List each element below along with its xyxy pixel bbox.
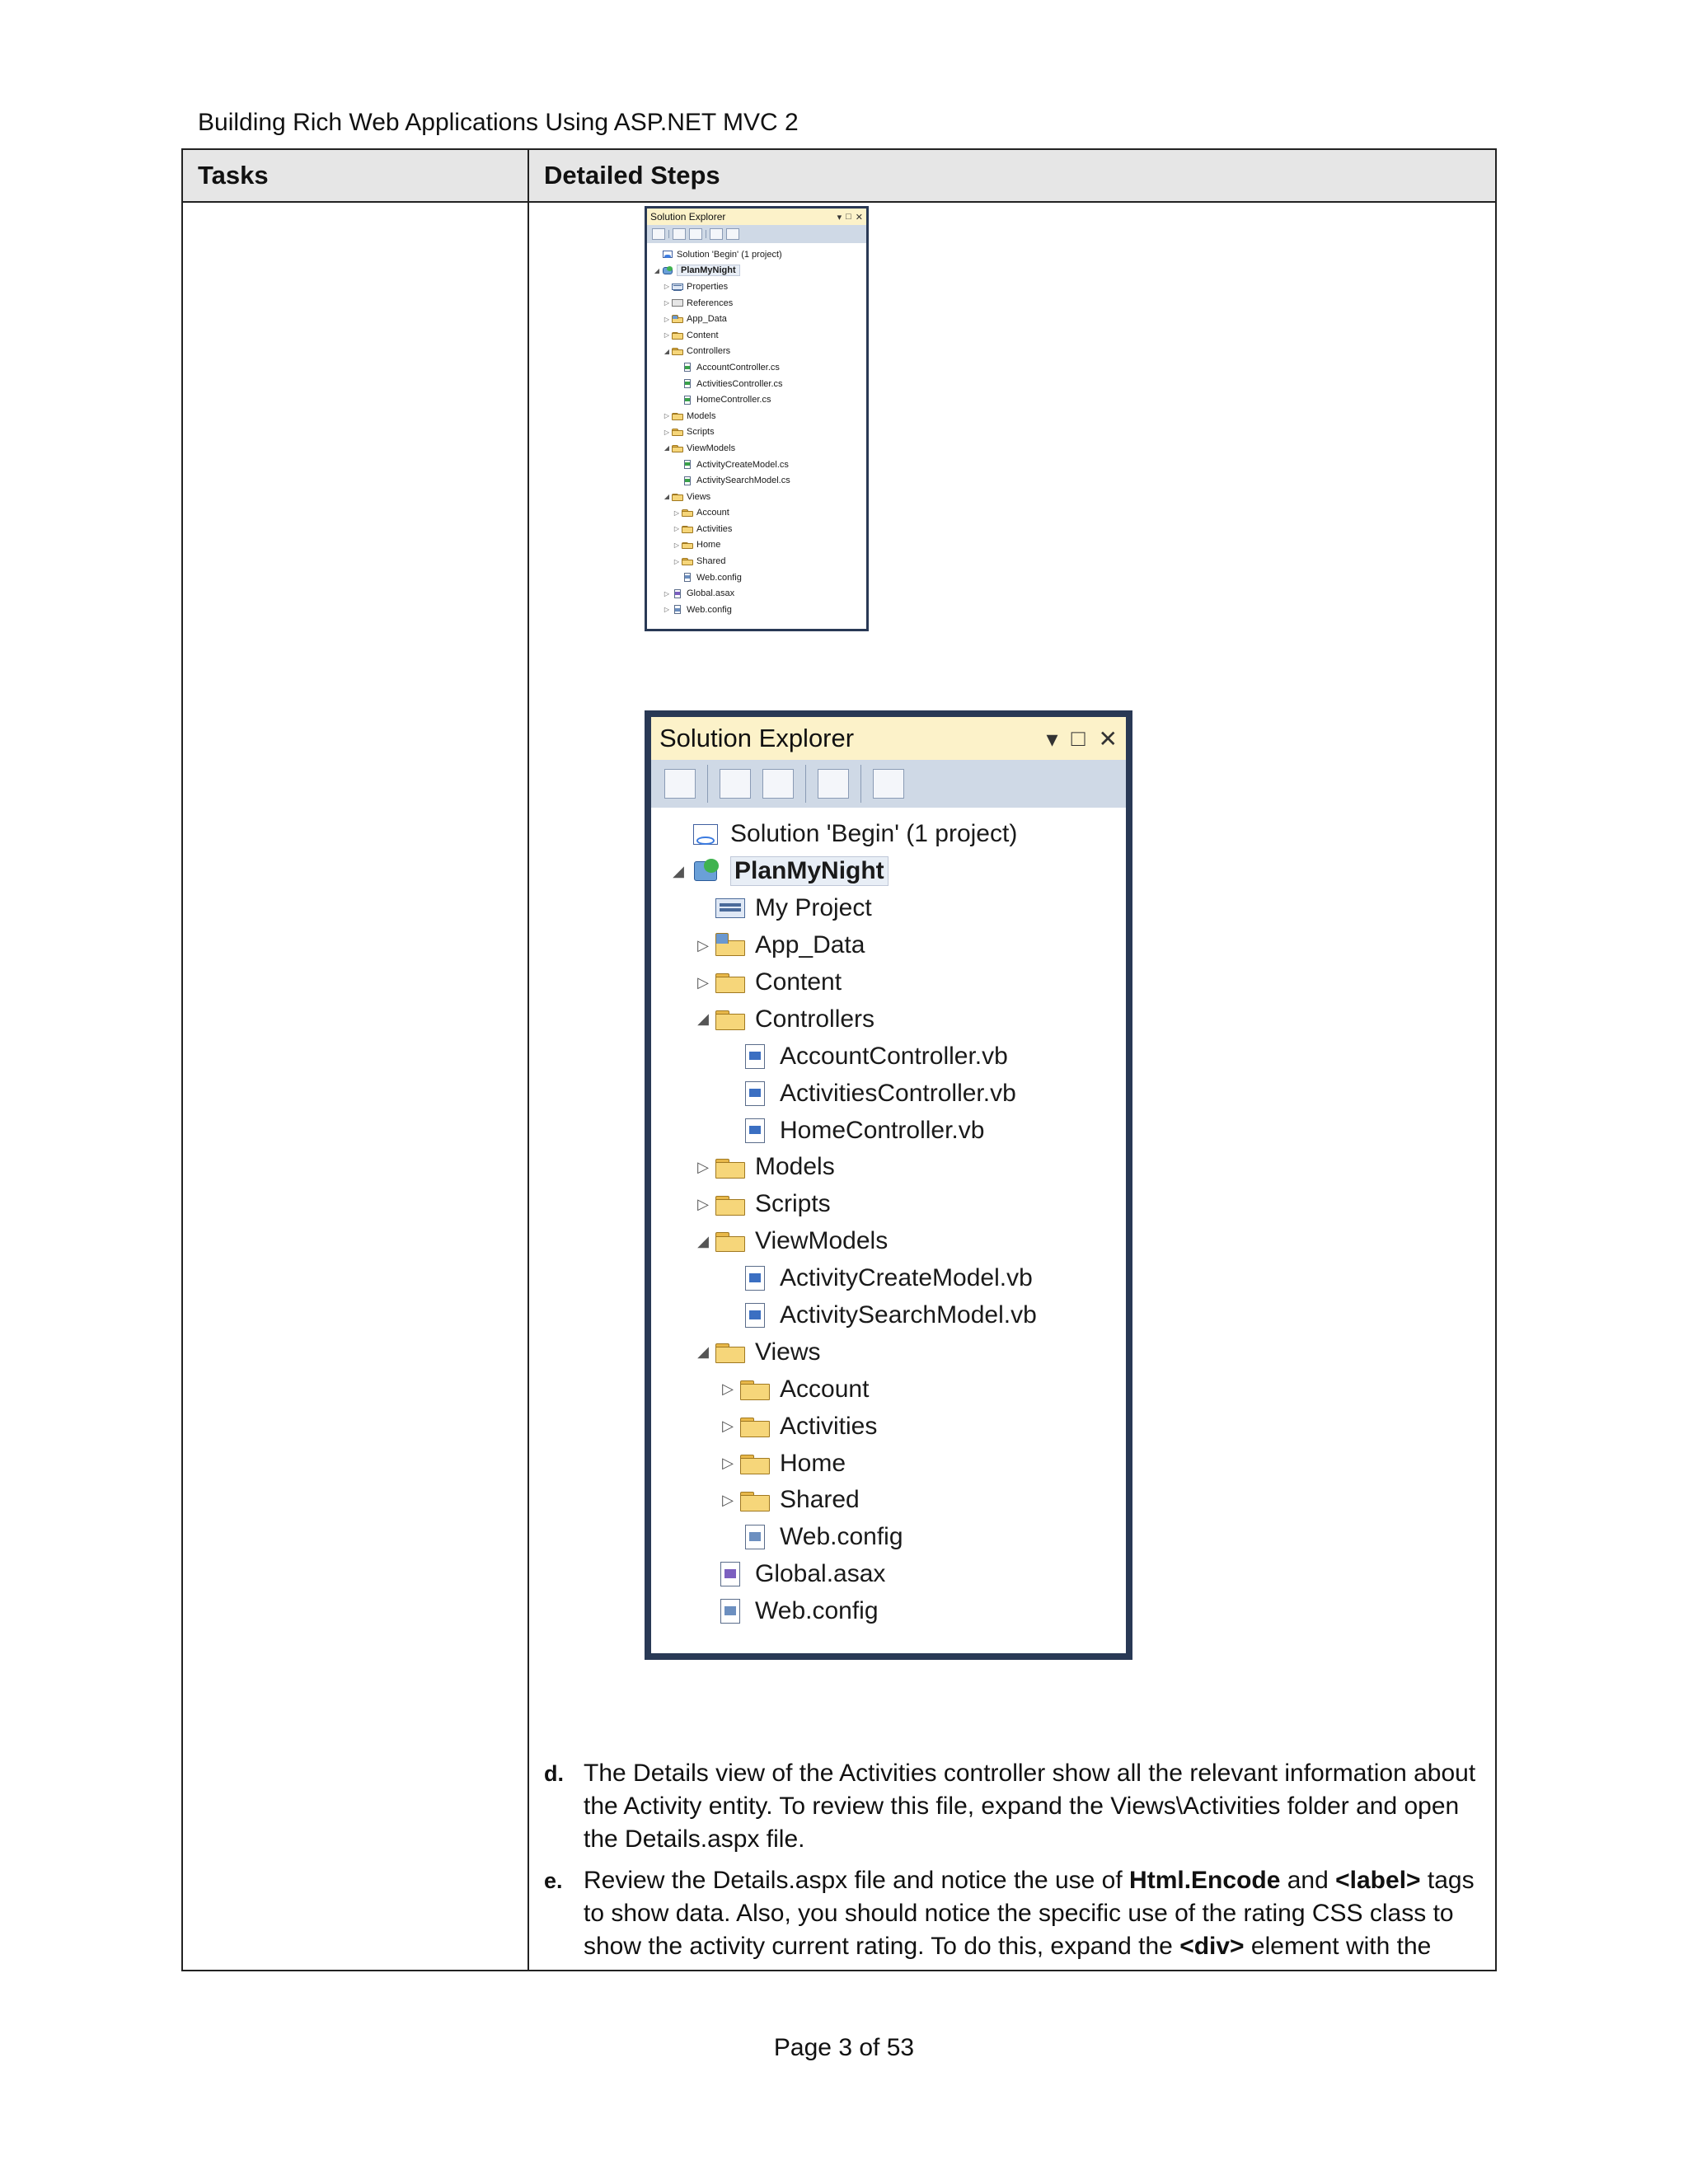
tree-node-label: Solution 'Begin' (1 project)	[677, 249, 782, 260]
tree-node-label: Controllers	[755, 1005, 875, 1033]
expand-arrow-icon[interactable]: ▷	[663, 315, 670, 323]
tree-node-label: ViewModels	[687, 443, 736, 453]
folder-icon	[740, 1451, 770, 1476]
project-icon	[691, 859, 720, 883]
expand-arrow-icon[interactable]: ▷	[673, 557, 680, 565]
tree-node[interactable]	[647, 391, 866, 408]
expand-arrow-icon[interactable]: ▷	[697, 973, 709, 991]
tree-node-label: Account	[696, 508, 729, 518]
cs-file-icon	[682, 476, 693, 485]
tasks-cell	[182, 202, 528, 1971]
folder-icon	[740, 1414, 770, 1439]
extension-icon	[873, 769, 904, 799]
folder-icon	[672, 428, 683, 437]
step-text-run: Review the Details.aspx file and notice the use of	[584, 1867, 1130, 1894]
step-emphasis: <div>	[1179, 1933, 1245, 1960]
project-icon	[662, 266, 673, 275]
tree-node-label: App_Data	[687, 314, 727, 325]
expand-arrow-icon[interactable]: ▷	[663, 299, 670, 307]
tree-node[interactable]	[647, 537, 866, 554]
tree-node-label: Content	[687, 330, 719, 340]
vb-file-icon	[740, 1266, 770, 1291]
page-number: Page 3 of 53	[773, 2034, 915, 2061]
collapse-arrow-icon[interactable]: ◢	[663, 444, 670, 452]
column-header-detailed-steps: Detailed Steps	[528, 149, 1496, 202]
view-class-diagram-icon	[710, 228, 723, 240]
tree-node[interactable]	[647, 505, 866, 522]
tree-node-label: Web.config	[755, 1597, 879, 1625]
tree-node[interactable]	[647, 327, 866, 344]
collapse-arrow-icon[interactable]: ◢	[697, 1343, 709, 1361]
tree-node[interactable]	[651, 1408, 1126, 1445]
tree-node[interactable]	[651, 964, 1126, 1001]
tree-node-label: References	[687, 298, 734, 308]
expand-arrow-icon[interactable]: ▷	[663, 606, 670, 614]
tree-node-label: Activities	[780, 1412, 878, 1440]
config-file-icon	[740, 1525, 770, 1549]
tree-node-label: Activities	[696, 523, 733, 534]
solution-explorer-toolbar	[647, 225, 866, 243]
folder-icon	[715, 1007, 745, 1032]
tree-node[interactable]	[647, 585, 866, 602]
expand-arrow-icon[interactable]: ▷	[663, 283, 670, 291]
solution-explorer-screenshot-cs	[645, 206, 869, 631]
folder-icon	[672, 443, 683, 452]
solution-explorer-title: Solution Explorer	[659, 724, 855, 752]
solution-tree	[647, 243, 866, 618]
tree-node[interactable]	[651, 1371, 1126, 1408]
tree-node[interactable]	[647, 553, 866, 569]
show-all-files-icon	[720, 769, 751, 799]
tree-node-label: AccountController.vb	[780, 1042, 1008, 1070]
tree-node[interactable]	[651, 1519, 1126, 1556]
tree-node-label: ActivitiesController.vb	[780, 1079, 1016, 1107]
tree-node[interactable]	[647, 489, 866, 505]
project-properties-icon	[715, 896, 745, 921]
tree-node[interactable]	[651, 1149, 1126, 1186]
step-emphasis: <label>	[1335, 1867, 1421, 1894]
tree-node[interactable]	[651, 1445, 1126, 1482]
tree-node[interactable]	[647, 440, 866, 457]
cs-file-icon	[682, 460, 693, 469]
tree-node-label: Controllers	[687, 346, 731, 357]
tree-node[interactable]	[651, 1593, 1126, 1630]
document-header: Building Rich Web Applications Using ASP.NET MVC 2	[198, 109, 799, 136]
folder-icon	[740, 1377, 770, 1402]
view-class-diagram-icon	[818, 769, 849, 799]
tree-node-label: ActivitiesController.cs	[696, 378, 783, 389]
tree-node[interactable]	[647, 246, 866, 263]
tree-node-label: Scripts	[687, 427, 715, 438]
close-icon: ✕	[1098, 725, 1118, 752]
expand-arrow-icon[interactable]: ▷	[673, 509, 680, 517]
tree-node-label: AccountController.cs	[696, 362, 780, 373]
tree-node-label: Home	[696, 540, 721, 551]
maximize-icon: □	[846, 212, 851, 222]
refresh-icon	[762, 769, 794, 799]
folder-icon	[682, 541, 693, 550]
vb-file-icon	[740, 1118, 770, 1143]
solution-explorer-toolbar	[651, 760, 1126, 808]
step-text	[584, 1757, 1500, 1856]
tree-node-label: Global.asax	[755, 1560, 886, 1588]
app-data-folder-icon	[672, 315, 683, 324]
expand-arrow-icon[interactable]: ▷	[673, 525, 680, 533]
tree-node[interactable]	[651, 1556, 1126, 1593]
folder-icon	[682, 509, 693, 518]
tree-node-label: Shared	[780, 1486, 860, 1514]
tree-node-label: HomeController.cs	[696, 395, 771, 405]
tree-node[interactable]	[651, 1260, 1126, 1297]
solution-icon	[662, 250, 673, 259]
solution-explorer-titlebar	[647, 209, 866, 225]
tree-node-label: Models	[755, 1153, 835, 1181]
folder-icon	[740, 1488, 770, 1512]
expand-arrow-icon[interactable]: ▷	[663, 589, 670, 598]
folder-icon	[672, 347, 683, 356]
asax-file-icon	[672, 589, 683, 598]
show-all-files-icon	[673, 228, 686, 240]
config-file-icon	[715, 1599, 745, 1624]
expand-arrow-icon[interactable]: ▷	[697, 1195, 709, 1212]
tree-node[interactable]	[651, 1075, 1126, 1112]
collapse-arrow-icon[interactable]: ◢	[663, 493, 670, 501]
tree-node-label: Account	[780, 1375, 870, 1403]
tree-node[interactable]	[651, 1482, 1126, 1519]
tree-node-label: Models	[687, 410, 716, 421]
expand-arrow-icon[interactable]: ▷	[697, 1158, 709, 1175]
step-item	[544, 1757, 1500, 1856]
refresh-icon	[689, 228, 702, 240]
project-properties-icon	[672, 282, 683, 291]
dropdown-icon: ▾	[1046, 725, 1058, 752]
extension-icon	[726, 228, 739, 240]
close-icon: ✕	[855, 212, 863, 223]
expand-arrow-icon[interactable]: ▷	[722, 1418, 734, 1435]
tree-node[interactable]	[647, 279, 866, 295]
cs-file-icon	[682, 379, 693, 388]
tree-node-label: ActivityCreateModel.vb	[780, 1264, 1033, 1292]
folder-icon	[715, 1155, 745, 1179]
tree-node-label: Shared	[696, 556, 726, 567]
tree-node-label: Scripts	[755, 1190, 831, 1218]
step-emphasis: Html.Encode	[1129, 1867, 1281, 1894]
steps-table	[181, 148, 1497, 1971]
tree-node-label: HomeController.vb	[780, 1116, 985, 1144]
step-text-run: tags to show data. Also, you should notice the specific use of the rating CSS class to show the activity current rating. To do this, expand the	[584, 1867, 1475, 1960]
tree-node-label: My Project	[755, 894, 872, 922]
expand-arrow-icon[interactable]: ▷	[722, 1380, 734, 1398]
tree-node[interactable]	[647, 521, 866, 537]
tree-node-label: ActivityCreateModel.cs	[696, 459, 789, 470]
step-text-run: The Details view of the Activities controller show all the relevant information about the Activity entity. To review this file, expand the Views\Activities folder and open the Details.aspx file.	[584, 1760, 1476, 1853]
tree-node-label: Views	[755, 1338, 821, 1366]
tree-node-label: ActivitySearchModel.vb	[780, 1301, 1037, 1329]
app-data-folder-icon	[715, 933, 745, 958]
tree-node[interactable]	[651, 1297, 1126, 1334]
tree-node[interactable]	[647, 376, 866, 392]
tree-node-label: Views	[687, 491, 711, 502]
tree-node[interactable]	[651, 1038, 1126, 1075]
collapse-arrow-icon[interactable]: ◢	[697, 1232, 709, 1249]
detailed-steps-cell	[528, 202, 1496, 1971]
tree-node[interactable]	[647, 359, 866, 376]
tree-node[interactable]	[647, 408, 866, 424]
references-icon	[672, 298, 683, 307]
tree-node-label: Home	[780, 1449, 846, 1477]
tree-node[interactable]	[651, 890, 1126, 927]
tree-node[interactable]	[647, 602, 866, 618]
solution-explorer-titlebar	[651, 717, 1126, 760]
tree-node[interactable]	[647, 295, 866, 312]
tree-node-label: Web.config	[780, 1523, 903, 1551]
tree-node-label: PlanMyNight	[730, 856, 889, 886]
collapse-arrow-icon[interactable]: ◢	[654, 266, 660, 274]
solution-tree	[651, 808, 1126, 1630]
column-header-tasks: Tasks	[182, 149, 528, 202]
expand-arrow-icon[interactable]: ▷	[663, 428, 670, 436]
collapse-arrow-icon[interactable]: ◢	[697, 1010, 709, 1028]
vb-file-icon	[740, 1303, 770, 1328]
tree-node-label: Properties	[687, 281, 729, 292]
expand-arrow-icon[interactable]: ▷	[663, 331, 670, 340]
tree-node-label: PlanMyNight	[677, 265, 740, 276]
folder-icon	[682, 557, 693, 566]
tree-node[interactable]	[651, 816, 1126, 853]
dropdown-icon: ▾	[837, 212, 842, 223]
asax-file-icon	[715, 1562, 745, 1586]
tree-node[interactable]	[647, 472, 866, 489]
expand-arrow-icon[interactable]: ▷	[697, 936, 709, 954]
tree-node-label: ActivitySearchModel.cs	[696, 476, 790, 486]
cs-file-icon	[682, 396, 693, 405]
properties-icon	[664, 769, 696, 799]
step-text-run: and	[1280, 1867, 1336, 1894]
tree-node-label: Solution 'Begin' (1 project)	[730, 820, 1018, 848]
folder-icon	[715, 1192, 745, 1216]
folder-icon	[682, 524, 693, 533]
tree-node[interactable]	[651, 927, 1126, 964]
folder-icon	[672, 492, 683, 501]
tree-node[interactable]	[651, 1112, 1126, 1149]
tree-node[interactable]	[647, 344, 866, 360]
step-letter: e.	[544, 1868, 563, 1893]
cs-file-icon	[682, 363, 693, 372]
tree-node[interactable]	[647, 457, 866, 473]
tree-node[interactable]	[647, 424, 866, 441]
tree-node-label: Web.config	[696, 572, 742, 583]
tree-node[interactable]	[647, 311, 866, 327]
tree-node-label: Global.asax	[687, 588, 735, 599]
step-item	[544, 1864, 1500, 1963]
step-text	[584, 1864, 1500, 1963]
solution-explorer-title: Solution Explorer	[650, 211, 726, 223]
tree-node[interactable]	[651, 853, 1126, 890]
vb-file-icon	[740, 1044, 770, 1069]
tree-node-label: ViewModels	[755, 1227, 889, 1255]
expand-arrow-icon[interactable]: ▷	[663, 412, 670, 420]
tree-node-label: Web.config	[687, 604, 732, 615]
step-letter: d.	[544, 1761, 564, 1786]
collapse-arrow-icon[interactable]: ◢	[663, 347, 670, 355]
tree-node[interactable]	[651, 1186, 1126, 1223]
tree-node[interactable]	[651, 1333, 1126, 1371]
properties-icon	[652, 228, 665, 240]
solution-explorer-screenshot-vb	[645, 710, 1132, 1660]
folder-icon	[715, 1340, 745, 1365]
expand-arrow-icon[interactable]: ▷	[722, 1455, 734, 1472]
solution-icon	[691, 822, 720, 846]
tree-node[interactable]	[651, 1223, 1126, 1260]
config-file-icon	[682, 573, 693, 582]
expand-arrow-icon[interactable]: ▷	[673, 541, 680, 549]
tree-node[interactable]	[651, 1001, 1126, 1038]
tree-node[interactable]	[647, 263, 866, 279]
step-text-run: element with the	[1244, 1933, 1432, 1960]
folder-icon	[715, 970, 745, 995]
folder-icon	[672, 411, 683, 420]
folder-icon	[672, 330, 683, 340]
step-list	[544, 1757, 1500, 1971]
tree-node-label: App_Data	[755, 931, 865, 959]
folder-icon	[715, 1229, 745, 1254]
vb-file-icon	[740, 1081, 770, 1106]
expand-arrow-icon[interactable]: ▷	[722, 1491, 734, 1508]
maximize-icon: □	[1071, 725, 1085, 751]
config-file-icon	[672, 605, 683, 614]
collapse-arrow-icon[interactable]: ◢	[673, 862, 684, 879]
tree-node-label: Content	[755, 968, 842, 996]
tree-node[interactable]	[647, 569, 866, 586]
